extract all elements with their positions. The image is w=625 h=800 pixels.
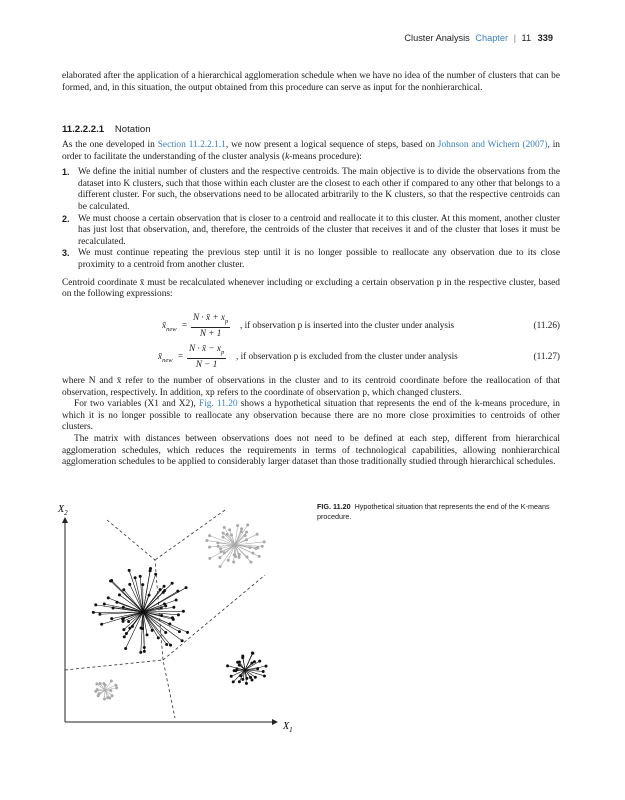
eq1-num-text: N · x̄ + x: [193, 312, 225, 322]
observation-point: [238, 556, 241, 559]
section-heading: [62, 124, 151, 135]
observation-point: [265, 665, 268, 668]
p1-text-d: -means procedure):: [289, 151, 362, 162]
citation-link[interactable]: Johnson and Wichern (2007): [437, 140, 548, 150]
observation-point: [238, 680, 241, 683]
observation-point: [127, 620, 130, 623]
p1-text-c: , in order to facilitate the understanding of the cluster analysis (: [62, 140, 560, 162]
observation-point: [256, 667, 259, 670]
observation-point: [219, 565, 222, 568]
observation-point: [154, 573, 157, 576]
step-item: [62, 167, 560, 213]
page-number: 339: [537, 33, 553, 43]
observation-point: [122, 620, 125, 623]
observation-point: [261, 545, 264, 548]
p4-text-a: For two variables (X1 and X2),: [74, 399, 199, 410]
observation-point: [177, 613, 180, 616]
observation-point: [141, 583, 144, 586]
running-header: [404, 33, 553, 43]
eq1-equals: =: [182, 320, 188, 330]
header-chapter-label: Chapter: [475, 33, 509, 43]
step-item: [62, 214, 560, 249]
section-title: Notation: [114, 124, 151, 135]
eq2-lhs-sub: new: [162, 356, 173, 364]
step-number: 1.: [62, 167, 70, 178]
observation-point: [250, 678, 253, 681]
observation-point: [172, 618, 175, 621]
observation-point: [107, 596, 110, 599]
observation-point: [139, 575, 142, 578]
eq1-lhs: [162, 320, 177, 333]
observation-point: [98, 613, 101, 616]
observation-point: [100, 623, 103, 626]
observation-point: [110, 680, 113, 683]
observation-point: [171, 582, 174, 585]
observation-point: [263, 540, 266, 543]
observation-point: [181, 639, 184, 642]
eq2-equals: =: [178, 351, 184, 361]
x-axis-label: $X_1$: [283, 721, 293, 734]
figure-label: FIG. 11.20: [317, 502, 351, 511]
observation-point: [258, 660, 261, 663]
observation-point: [122, 588, 125, 591]
eq1-numerator: [191, 312, 230, 328]
eq1-number: (11.26): [533, 320, 560, 330]
paragraph-1: [62, 140, 560, 163]
observation-point: [157, 636, 160, 639]
observation-point: [222, 536, 225, 539]
observation-point: [122, 606, 125, 609]
eq2-lhs-var: x̄: [158, 351, 163, 361]
steps-list: [62, 167, 560, 271]
observation-point: [94, 603, 97, 606]
equation-11-27: [62, 343, 560, 371]
eq2-lhs: [158, 351, 173, 364]
observation-point: [246, 523, 249, 526]
boundary-line: [155, 510, 225, 560]
cluster-top-right: [205, 523, 265, 568]
observation-point: [208, 546, 211, 549]
boundary-line: [65, 660, 163, 670]
observation-point: [104, 684, 107, 687]
eq2-condition: , if observation p is excluded from the cluster under analysis: [236, 351, 458, 361]
step-text: We must continue repeating the previous step until it is no longer possible to reallocate any observation due to its close proximity to a centroid from another cluster.: [78, 248, 560, 270]
post-equation-text: [62, 376, 560, 469]
observation-point: [92, 611, 95, 614]
observation-point: [250, 662, 253, 665]
observation-point: [226, 664, 229, 667]
observation-point: [111, 694, 114, 697]
observation-point: [178, 630, 181, 633]
eq2-num-sub: p: [220, 348, 225, 356]
eq1-num-sub: p: [224, 317, 229, 325]
step-number: 3.: [62, 248, 70, 259]
observation-point: [262, 670, 265, 673]
observation-point: [256, 533, 259, 536]
observation-point: [122, 628, 125, 631]
intro-text: elaborated after the application of a hierarchical agglomeration schedule when we have no idea of the number of clusters that can be formed, and, in this situation, the output obtained from this procedure can serve as input for the nonhierarchical.: [62, 71, 560, 93]
observation-point: [219, 547, 222, 550]
observation-point: [238, 660, 241, 663]
observation-point: [163, 585, 166, 588]
observation-point: [98, 692, 101, 695]
observation-point: [106, 696, 109, 699]
observation-point: [109, 689, 112, 692]
observation-point: [95, 682, 98, 685]
observation-point: [99, 682, 102, 685]
p1-text-b: , we now present a logical sequence of steps, based on: [225, 140, 438, 150]
eq2-denominator: N − 1: [195, 358, 218, 369]
intro-paragraph: [62, 71, 560, 94]
y-axis-label: $X_2$: [58, 504, 68, 517]
observation-point: [230, 675, 233, 678]
observation-point: [110, 579, 113, 582]
step-number: 2.: [62, 213, 70, 224]
observation-point: [185, 586, 188, 589]
cluster-center: [92, 567, 189, 654]
eq1-lhs-sub: new: [166, 325, 177, 333]
observation-point: [241, 678, 244, 681]
observation-point: [172, 606, 175, 609]
observation-point: [169, 644, 172, 647]
observation-point: [241, 654, 244, 657]
observation-point: [118, 593, 121, 596]
observation-point: [149, 567, 152, 570]
figure-caption: [317, 502, 562, 522]
eq2-numerator: [187, 343, 226, 359]
cluster-bottom-right: [226, 652, 267, 685]
observation-point: [218, 556, 221, 559]
observation-point: [110, 617, 113, 620]
equation-11-26: [62, 312, 560, 340]
observation-point: [208, 534, 211, 537]
observation-point: [164, 604, 167, 607]
observation-point: [244, 534, 247, 537]
observation-point: [233, 669, 236, 672]
observation-point: [148, 594, 151, 597]
observation-point: [228, 528, 231, 531]
observation-point: [96, 688, 99, 691]
header-section: Cluster Analysis: [404, 33, 470, 43]
paragraph-3: where N and x̄ refer to the number of observations in the cluster and to its centroid coordinate before the reallocation of that observation, respectively. In addition, xp refers to the coordinate of observation p, which changed clusters.: [62, 376, 560, 398]
figure-caption-text: Hypothetical situation that represents the end of the K-means procedure.: [317, 502, 550, 521]
observation-point: [112, 607, 115, 610]
eq1-denominator: N + 1: [199, 327, 222, 338]
observation-point: [128, 583, 131, 586]
observation-point: [115, 686, 118, 689]
p4-text-b: shows a hypothetical situation that represents the end of the k-means procedure, in which it is no longer possible to reallocate any observation because there are no more close proximities to centroids of other clusters.: [62, 399, 560, 433]
observation-point: [162, 591, 165, 594]
observation-point: [236, 524, 239, 527]
observation-point: [164, 631, 167, 634]
observation-point: [175, 598, 178, 601]
observation-point: [140, 626, 143, 629]
observation-point: [186, 631, 189, 634]
observation-point: [146, 633, 149, 636]
eq1-lhs-var: x̄: [162, 320, 167, 330]
main-text: [62, 140, 560, 301]
step-text: We must choose a certain observation that is closer to a centroid and reallocate it to this cluster. At this moment, another cluster has just lost that observation, and, therefore, the centroids of the cluster that receives it and of the cluster that loses it must be recalculated.: [78, 213, 560, 247]
observation-point: [165, 643, 168, 646]
observation-point: [123, 635, 126, 638]
paragraph-5: The matrix with distances between observations does not need to be defined at each step, different from hierarchical agglomeration schedules, which reduces the requirements in terms of technological capabilities, allowing nonhierarchical agglomeration schedules to be applied to considerably larger dataset than those traditionally studied through hierarchical schedules.: [62, 433, 560, 468]
observation-point: [233, 553, 236, 556]
observation-point: [103, 603, 106, 606]
cluster-link: [96, 605, 143, 612]
p1-k: k: [285, 151, 290, 162]
observation-point: [223, 526, 226, 529]
observation-point: [245, 677, 248, 680]
eq2-number: (11.27): [533, 351, 560, 361]
clusters: [92, 523, 268, 700]
section-link[interactable]: Section 11.2.2.1.1: [157, 140, 226, 150]
observation-point: [225, 533, 228, 536]
header-chapter-num: 11: [521, 33, 532, 43]
observation-point: [208, 557, 211, 560]
observation-point: [159, 588, 162, 591]
cluster-link: [123, 612, 143, 621]
boundary-line: [163, 575, 265, 660]
observation-point: [128, 569, 131, 572]
figure-link[interactable]: Fig. 11.20: [198, 399, 238, 410]
eq2-num-text: N · x̄ − x: [189, 343, 221, 353]
observation-point: [245, 682, 248, 685]
observation-point: [114, 684, 117, 687]
observation-point: [222, 532, 225, 535]
cluster-link: [143, 612, 171, 645]
cluster-figure: [55, 500, 300, 740]
observation-point: [251, 652, 254, 655]
p1-text-a: As the one developed in: [62, 140, 158, 150]
paragraph-4: [62, 399, 560, 434]
observation-point: [256, 546, 259, 549]
observation-point: [125, 632, 128, 635]
observation-point: [250, 561, 253, 564]
observation-point: [182, 610, 185, 613]
cluster-link: [112, 580, 143, 612]
eq1-fraction: [191, 312, 230, 339]
eq2-fraction: [187, 343, 226, 370]
cluster-link: [235, 542, 264, 545]
observation-point: [254, 676, 257, 679]
cluster-bottom-left: [94, 680, 118, 701]
observation-point: [139, 651, 142, 654]
header-separator: |: [513, 33, 516, 43]
step-item: [62, 248, 560, 271]
observation-point: [245, 531, 248, 534]
observation-point: [143, 650, 146, 653]
observation-point: [232, 560, 235, 563]
observation-point: [205, 539, 208, 542]
observation-point: [124, 647, 127, 650]
step-text: We define the initial number of clusters and the respective centroids. The main objective is to divide the observations from the dataset into K clusters, such that those within each cluster are the closest to each other if compared to any other that belongs to a different cluster. For such, the observations need to be allocated arbitrarily to the K clusters, so that the respective centroids can be calculated.: [78, 167, 560, 212]
observation-point: [258, 555, 261, 558]
paragraph-2: Centroid coordinate x̄ must be recalculated whenever including or excluding a certain observation p in the respective cluster, based on the following expressions:: [62, 277, 560, 300]
eq1-condition: , if observation p is inserted into the cluster under analysis: [240, 320, 455, 330]
observation-point: [151, 629, 154, 632]
observation-point: [232, 680, 235, 683]
observation-point: [103, 697, 106, 700]
observation-point: [263, 674, 266, 677]
observation-point: [240, 527, 243, 530]
observation-point: [168, 623, 171, 626]
section-number: 11.2.2.2.1: [62, 124, 105, 135]
observation-point: [227, 559, 230, 562]
observation-point: [134, 576, 137, 579]
